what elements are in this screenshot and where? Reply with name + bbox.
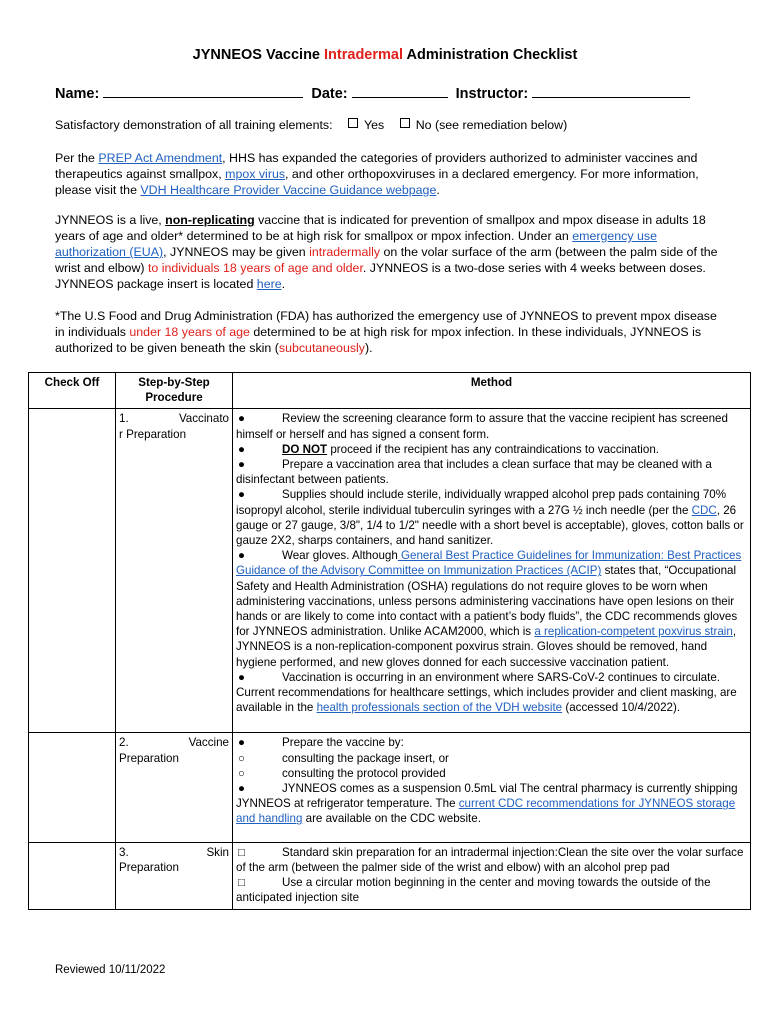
procedure-cell: 2. Vaccine Preparation: [116, 733, 233, 842]
satisfactory-line: Satisfactory demonstration of all training elements: Yes No (see remediation below): [55, 118, 568, 132]
list-item: ○ consulting the protocol provided: [238, 766, 446, 780]
method-cell: [233, 733, 751, 842]
mpox-virus-link[interactable]: mpox virus: [225, 167, 286, 181]
list-item: □ Use a circular motion beginning in the center and moving towards the outside of the anticipated injection site: [236, 876, 711, 905]
cdc-link[interactable]: CDC: [691, 503, 717, 517]
list-item: □ Standard skin preparation for an intradermal injection:Clean the site over the volar surface of the arm (between the palmer side of the wrist and elbow) with an alcohol prep pad: [236, 845, 744, 874]
yes-label: Yes: [364, 118, 385, 132]
procedure-cell: 3. Skin Preparation: [116, 842, 233, 909]
list-item: ● DO NOT proceed if the recipient has any contraindications to vaccination.: [238, 442, 659, 456]
intro-paragraph-prep-act: Per the PREP Act Amendment, HHS has expanded the categories of providers authorized to administer vaccines and therapeutics against smallpox, mpox virus, and other orthopoxviruses in a declared emergency. For more information, please visit the VDH Healthcare Provider Vaccine Guidance webpage.: [55, 151, 699, 197]
prep-act-link[interactable]: PREP Act Amendment: [98, 151, 223, 165]
header-fields: [55, 83, 694, 102]
vdh-guidance-link[interactable]: VDH Healthcare Provider Vaccine Guidance webpage: [140, 183, 437, 197]
name-label: Name:: [55, 86, 100, 102]
name-field[interactable]: [103, 83, 303, 98]
reviewed-date: Reviewed 10/11/2022: [55, 964, 166, 976]
cdc-storage-link[interactable]: current CDC recommendations for JYNNEOS storage and handling: [236, 797, 736, 826]
list-item: ● Vaccination is occurring in an environment where SARS-CoV-2 continues to circulate. Current recommendations for healthcare settings, which includes provider and client masking, are available in the health professionals section of the VDH website (accessed 10/4/2022).: [236, 670, 737, 715]
no-label: No (see remediation below): [415, 118, 568, 132]
list-item: ● Prepare the vaccine by:: [238, 736, 404, 750]
table-row: [29, 409, 751, 733]
table-row: [29, 842, 751, 909]
list-item: ● JYNNEOS comes as a suspension 0.5mL vial The central pharmacy is currently shipping JYNNEOS at refrigerator temperature. The current CDC recommendations for JYNNEOS storage and handling are available on the CDC website.: [236, 782, 738, 826]
list-item: ○ consulting the package insert, or: [238, 751, 449, 765]
yes-checkbox[interactable]: [348, 118, 358, 128]
package-insert-link[interactable]: here: [256, 277, 282, 291]
instructor-field[interactable]: [532, 83, 690, 98]
instructor-label: Instructor:: [455, 86, 529, 102]
acip-guidelines-link[interactable]: General Best Practice Guidelines for Immunization: Best Practices Guidance of the Advisory Committee on Immunization Practices (ACIP): [236, 549, 742, 578]
header-method: Method: [233, 373, 751, 409]
intro-paragraph-fda: *The U.S Food and Drug Administration (FDA) has authorized the emergency use of JYNNEOS to prevent mpox disease in individuals under 18 years of age determined to be at high risk for mpox infection. In these individuals, JYNNEOS is authorized to be given beneath the skin (subcutaneously).: [55, 309, 717, 355]
list-item: ● Prepare a vaccination area that includes a clean surface that may be cleaned with a disinfectant between patients.: [236, 458, 712, 487]
method-cell: [233, 842, 751, 909]
intro-paragraph-jynneos: JYNNEOS is a live, non-replicating vaccine that is indicated for prevention of smallpox and mpox disease in adults 18 years of age and older* determined to be at high risk for smallpox or mpox infection. Under an emergency use authorization (EUA), JYNNEOS may be given intradermally on the volar surface of the arm (between the palm side of the wrist and elbow) to individuals 18 years of age and older. JYNNEOS is a two-dose series with 4 weeks between doses. JYNNEOS package insert is located here.: [55, 213, 718, 291]
no-checkbox[interactable]: [400, 118, 410, 128]
vdh-health-professionals-link[interactable]: health professionals section of the VDH website: [316, 701, 563, 715]
method-cell: [233, 409, 751, 733]
date-field[interactable]: [352, 83, 448, 98]
eua-link[interactable]: emergency use authorization (EUA): [55, 229, 657, 259]
check-off-cell[interactable]: [29, 842, 116, 909]
list-item: ● Supplies should include sterile, individually wrapped alcohol prep pads containing 70% isopropyl alcohol, sterile individual tuberculin syringes with a 27G ½ inch needle (per the CDC, 26 gauge or 27 gauge, 3/8", 1/4 to 1/2" needle with a short bevel is acceptable), gloves, cotton balls or gauze 2X2, sharps containers, and hand sanitizer.: [236, 488, 744, 548]
list-item: ● Review the screening clearance form to assure that the vaccine recipient has screened himself or herself and has signed a consent form.: [236, 412, 728, 441]
procedure-cell: 1. Vaccinato r Preparation: [116, 409, 233, 733]
checklist-table: [28, 372, 751, 910]
check-off-cell[interactable]: [29, 733, 116, 842]
page-title: JYNNEOS Vaccine Intradermal Administration Checklist: [192, 47, 578, 63]
table-row: [29, 733, 751, 842]
header-check-off: Check Off: [29, 373, 116, 409]
table-header-row: [29, 373, 751, 409]
check-off-cell[interactable]: [29, 409, 116, 733]
header-procedure: Step-by-Step Procedure: [116, 373, 233, 409]
list-item: ● Wear gloves. Although General Best Practice Guidelines for Immunization: Best Practices Guidance of the Advisory Committee on Immunization Practices (ACIP) states that, “Occupational Safety and Health Administration (OSHA) regulations do not require gloves to be worn when administering vaccinations, unless persons administering vaccinations have open lesions on their hands or are likely to come into contact with a patient’s body fluids”, the CDC recommends gloves for JYNNEOS administration. Unlike ACAM2000, which is a replication-competent poxvirus strain, JYNNEOS is a non-replication-component poxvirus strain. Gloves should be removed, hand hygiene performed, and new gloves donned for each successive vaccination patient.: [236, 549, 742, 669]
date-label: Date:: [311, 86, 348, 102]
replication-competent-link[interactable]: a replication-competent poxvirus strain: [534, 625, 733, 639]
